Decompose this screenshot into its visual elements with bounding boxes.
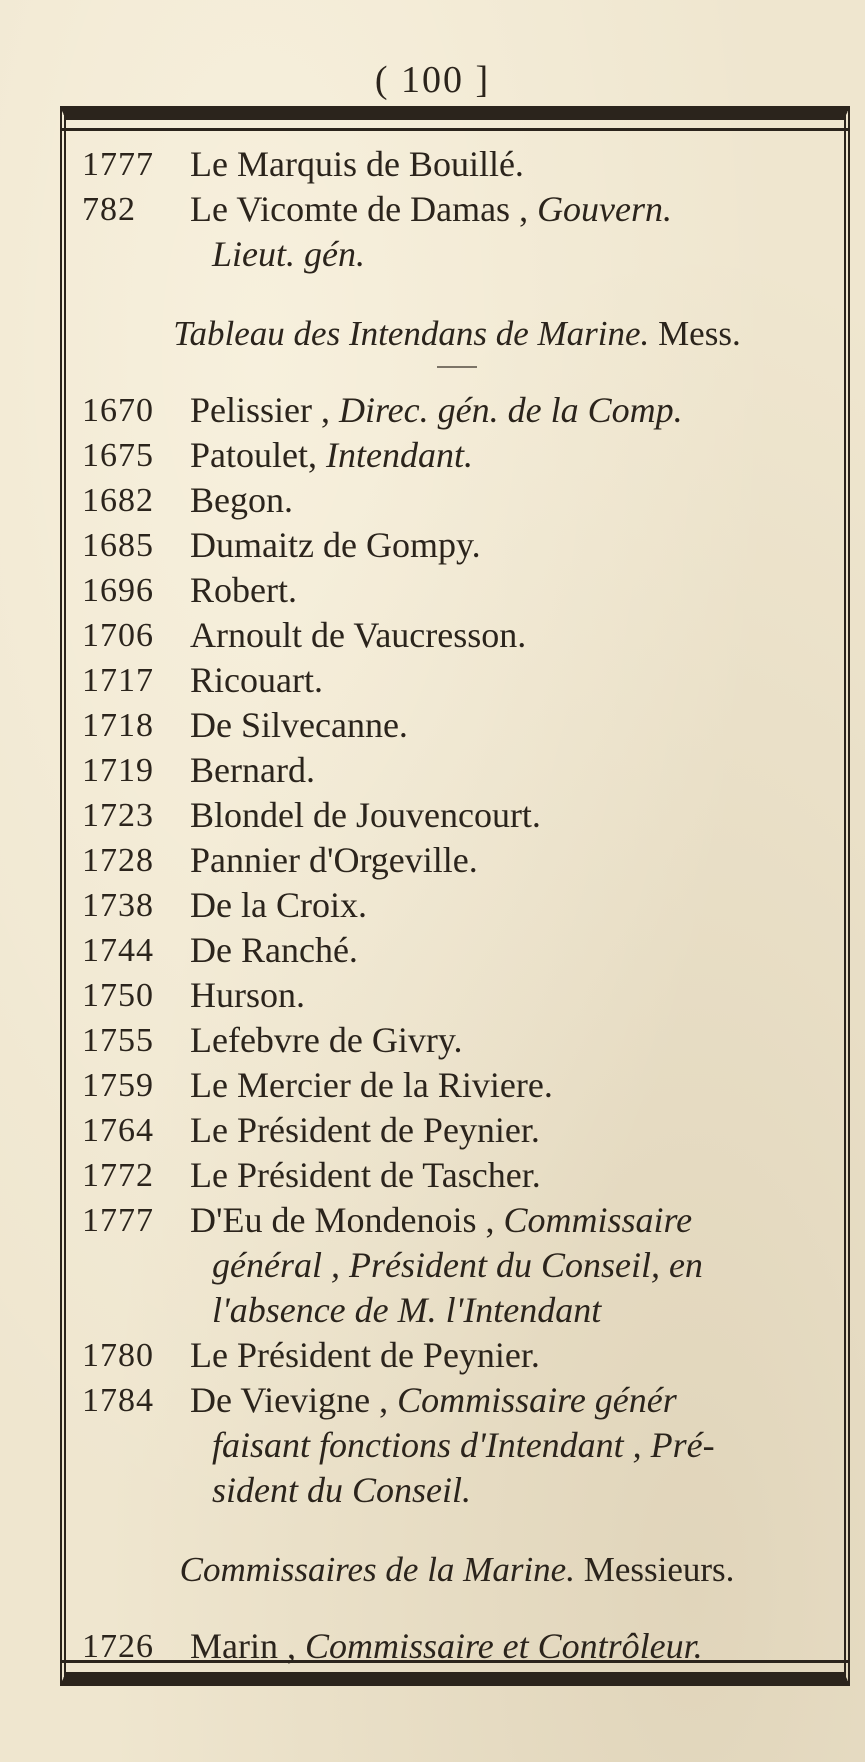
- entry-name: De Silvecanne.: [190, 705, 408, 745]
- list-item: [82, 568, 832, 613]
- list-item: [82, 883, 832, 928]
- entry-name: De la Croix.: [190, 885, 367, 925]
- entry-text: [190, 973, 832, 1018]
- list-item: [82, 1018, 832, 1063]
- entry-title: faisant fonctions d'Intendant , Pré-: [212, 1425, 715, 1465]
- entry-text: [190, 1333, 832, 1378]
- entry-title: Direc. gén. de la Comp.: [339, 390, 683, 430]
- entry-year: 1717: [82, 662, 154, 699]
- entry-year: 1784: [82, 1382, 154, 1419]
- entry-year: 1772: [82, 1157, 154, 1194]
- entry-name: Patoulet,: [190, 435, 326, 475]
- list-item: [82, 1624, 832, 1669]
- entry-year: 1764: [82, 1112, 154, 1149]
- entry-year: 1670: [82, 392, 154, 429]
- entry-year: 1706: [82, 617, 154, 654]
- list-item: [82, 928, 832, 973]
- list-item: [82, 142, 832, 187]
- entry-text: [190, 658, 832, 703]
- entry-name: Marin ,: [190, 1626, 305, 1666]
- page-number: ( 100 ]: [374, 59, 491, 101]
- entry-title: Lieut. gén.: [212, 234, 365, 274]
- entry-text: [190, 568, 832, 613]
- entry-year: 1755: [82, 1022, 154, 1059]
- list-item: [82, 703, 832, 748]
- list-item: [82, 433, 832, 478]
- entry-name: Dumaitz de Gompy.: [190, 525, 481, 565]
- heading-rule: [437, 366, 477, 368]
- entry-year: 1744: [82, 932, 154, 969]
- entry-continuation: [82, 1423, 832, 1468]
- entry-title: Gouvern.: [537, 189, 673, 229]
- entry-year: 1777: [82, 146, 154, 183]
- entry-year: 1675: [82, 437, 154, 474]
- entry-name: Lefebvre de Givry.: [190, 1020, 463, 1060]
- list-item: [82, 478, 832, 523]
- entry-text: [190, 793, 832, 838]
- list-item: [82, 973, 832, 1018]
- entry-title: Commissaire et Contrôleur.: [304, 1626, 703, 1666]
- list-item: [82, 1153, 832, 1198]
- list-item: [82, 388, 832, 433]
- governor-list: [82, 142, 832, 277]
- list-item: [82, 793, 832, 838]
- entry-name: Le Président de Peynier.: [190, 1110, 540, 1150]
- entry-year: 1728: [82, 842, 154, 879]
- entry-name: Le Président de Peynier.: [190, 1335, 540, 1375]
- entry-text: [190, 838, 832, 883]
- entry-text: [190, 1624, 832, 1669]
- entry-text: [190, 883, 832, 928]
- entry-text: [190, 523, 832, 568]
- list-item: [82, 1063, 832, 1108]
- entry-year: 1777: [82, 1202, 154, 1239]
- entry-name: De Vievigne ,: [190, 1380, 398, 1420]
- list-item: [82, 187, 832, 232]
- entry-name: Bernard.: [190, 750, 315, 790]
- entry-title: Commissaire génér: [397, 1380, 677, 1420]
- entry-text: [190, 388, 832, 433]
- commissaire-list: [82, 1624, 832, 1669]
- entry-name: Pelissier ,: [190, 390, 339, 430]
- entry-year: 1682: [82, 482, 154, 519]
- entry-text: [190, 1198, 832, 1243]
- page-content: [82, 142, 832, 1669]
- list-item: [82, 613, 832, 658]
- entry-title: Commissaire: [503, 1200, 693, 1240]
- entry-year: 1750: [82, 977, 154, 1014]
- frame-rule-top: [60, 128, 850, 131]
- list-item: [82, 523, 832, 568]
- entry-text: [190, 1018, 832, 1063]
- entry-year: 1759: [82, 1067, 154, 1104]
- entry-text: [190, 478, 832, 523]
- entry-year: 1685: [82, 527, 154, 564]
- list-item: [82, 658, 832, 703]
- entry-text: [190, 1108, 832, 1153]
- entry-year: 782: [82, 191, 136, 228]
- entry-name: Ricouart.: [190, 660, 323, 700]
- entry-year: 1780: [82, 1337, 154, 1374]
- entry-title: Intendant.: [325, 435, 473, 475]
- entry-name: Arnoult de Vaucresson.: [190, 615, 527, 655]
- heading-italic: Commissaires de la Marine.: [179, 1550, 575, 1589]
- entry-continuation: [82, 1288, 832, 1333]
- entry-text: [190, 1153, 832, 1198]
- section-heading-commissaires: [82, 1547, 832, 1592]
- entry-continuation: [82, 1243, 832, 1288]
- section-heading-intendants: [82, 311, 832, 356]
- entry-text: [190, 703, 832, 748]
- entry-year: 1726: [82, 1628, 154, 1665]
- entry-text: [190, 748, 832, 793]
- entry-text: [190, 187, 832, 232]
- list-item: [82, 748, 832, 793]
- entry-text: [190, 433, 832, 478]
- entry-year: 1738: [82, 887, 154, 924]
- entry-year: 1719: [82, 752, 154, 789]
- entry-name: D'Eu de Mondenois ,: [190, 1200, 504, 1240]
- entry-continuation: [82, 232, 832, 277]
- list-item: [82, 1108, 832, 1153]
- list-item: [82, 1198, 832, 1243]
- entry-text: [190, 1378, 832, 1423]
- list-item: [82, 838, 832, 883]
- heading-italic: Tableau des Intendans de Marine.: [173, 314, 650, 353]
- entry-name: Le Mercier de la Riviere.: [190, 1065, 553, 1105]
- entry-title: sident du Conseil.: [212, 1470, 471, 1510]
- entry-text: [190, 142, 832, 187]
- list-item: [82, 1378, 832, 1423]
- entry-name: Hurson.: [190, 975, 305, 1015]
- entry-name: Begon.: [190, 480, 293, 520]
- entry-year: 1718: [82, 707, 154, 744]
- entry-name: Le Vicomte de Damas ,: [190, 189, 538, 229]
- entry-name: Le Marquis de Bouillé.: [190, 144, 524, 184]
- entry-text: [190, 928, 832, 973]
- intendant-list: [82, 388, 832, 1513]
- list-item: [82, 1333, 832, 1378]
- entry-continuation: [82, 1468, 832, 1513]
- entry-name: Robert.: [190, 570, 297, 610]
- entry-name: De Ranché.: [190, 930, 358, 970]
- entry-text: [190, 1063, 832, 1108]
- heading-roman: Messieurs.: [574, 1550, 735, 1589]
- entry-text: [190, 613, 832, 658]
- entry-name: Le Président de Tascher.: [190, 1155, 541, 1195]
- entry-title: l'absence de M. l'Intendant: [212, 1290, 602, 1330]
- entry-name: Blondel de Jouvencourt.: [190, 795, 541, 835]
- entry-year: 1723: [82, 797, 154, 834]
- entry-year: 1696: [82, 572, 154, 609]
- entry-title: général , Président du Conseil, en: [212, 1245, 703, 1285]
- entry-name: Pannier d'Orgeville.: [190, 840, 478, 880]
- heading-roman: Mess.: [649, 314, 741, 353]
